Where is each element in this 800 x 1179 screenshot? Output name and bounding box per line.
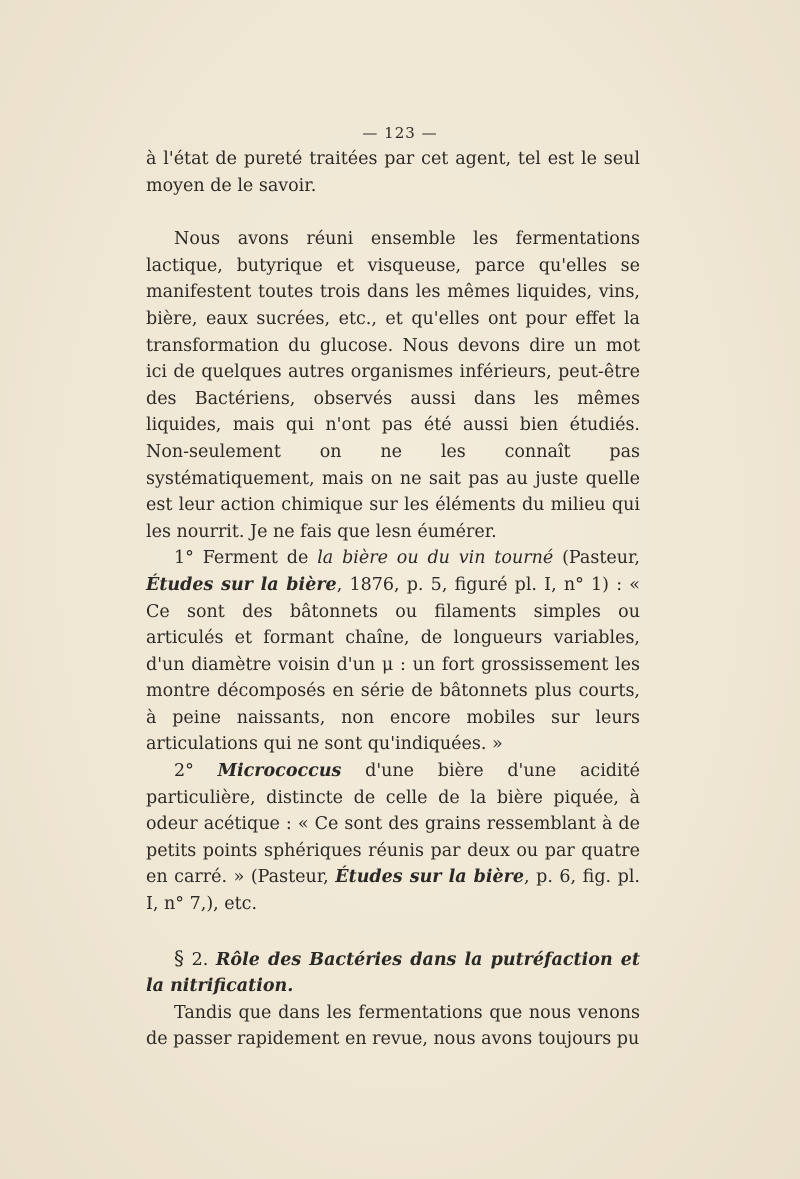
body-text <box>146 146 640 1053</box>
text-fragment: d'une bière d'une acidité particulière, distincte de celle de la bière piquée, à odeur acétique : « Ce sont des grains ressemblant à de petits points sphériques réunis par deux ou par quatre en carré. » (Pasteur, <box>146 761 640 888</box>
page-number: — 123 — <box>362 124 438 142</box>
paragraph-ferment-biere <box>146 545 640 758</box>
section-number: 2. <box>184 949 216 970</box>
paragraph-tandis: Tandis que dans les fermentations que nous venons de passer rapidement en revue, nous avons toujours pu <box>146 1002 640 1050</box>
text-fragment: (Pasteur, <box>553 548 640 569</box>
section-mark: § <box>174 945 184 970</box>
section-heading <box>146 945 640 1000</box>
italic-name: Micrococcus <box>217 761 342 782</box>
italic-title: la bière ou du vin tourné <box>317 548 554 569</box>
item-number: 2° <box>174 761 194 782</box>
text-fragment: , 1876, p. 5, figuré pl. I, n° 1) : « Ce sont des bâtonnets ou filaments simples ou articulés et formant chaîne, de longueurs variables, d'un diamètre voisin d'un μ : un fort grossissement les montre décomposés en série de bâtonnets plus courts, à peine naissants, non encore mobiles sur leurs articulations qui ne sont qu'indiquées. » <box>146 574 640 755</box>
text-fragment: Ferment de <box>193 548 318 569</box>
paragraph-fermentations: Nous avons réuni ensemble les fermentations lactique, butyrique et visqueuse, parce qu'elles se manifestent toutes trois dans les mêmes liquides, vins, bière, eaux sucrées, etc., et qu'elles ont pour effet la transformation du glucose. Nous devons dire un mot ici de quelques autres organismes inférieurs, peut-être des Bactériens, observés aussi dans les mêmes liquides, mais qui n'ont pas été aussi bien étudiés. Non-seulement on ne les connaît pas systématiquement, mais on ne sait pas au juste quelle est leur action chimique sur les éléments du milieu qui les nourrit. Je ne fais que lesn éumérer. <box>146 229 640 542</box>
text-fragment: , p. 6, fig. pl. I, n° 7,), etc. <box>146 867 640 915</box>
paragraph-continuation: à l'état de pureté traitées par cet agent, tel est le seul moyen de le savoir. <box>146 149 640 196</box>
section-title: Rôle des Bactéries dans la putréfaction et la nitrification. <box>146 949 640 997</box>
paragraph-micrococcus <box>146 758 640 918</box>
item-number: 1° <box>174 548 194 569</box>
italic-reference: Études sur la bière <box>335 867 525 888</box>
italic-reference: Études sur la bière <box>146 574 337 595</box>
